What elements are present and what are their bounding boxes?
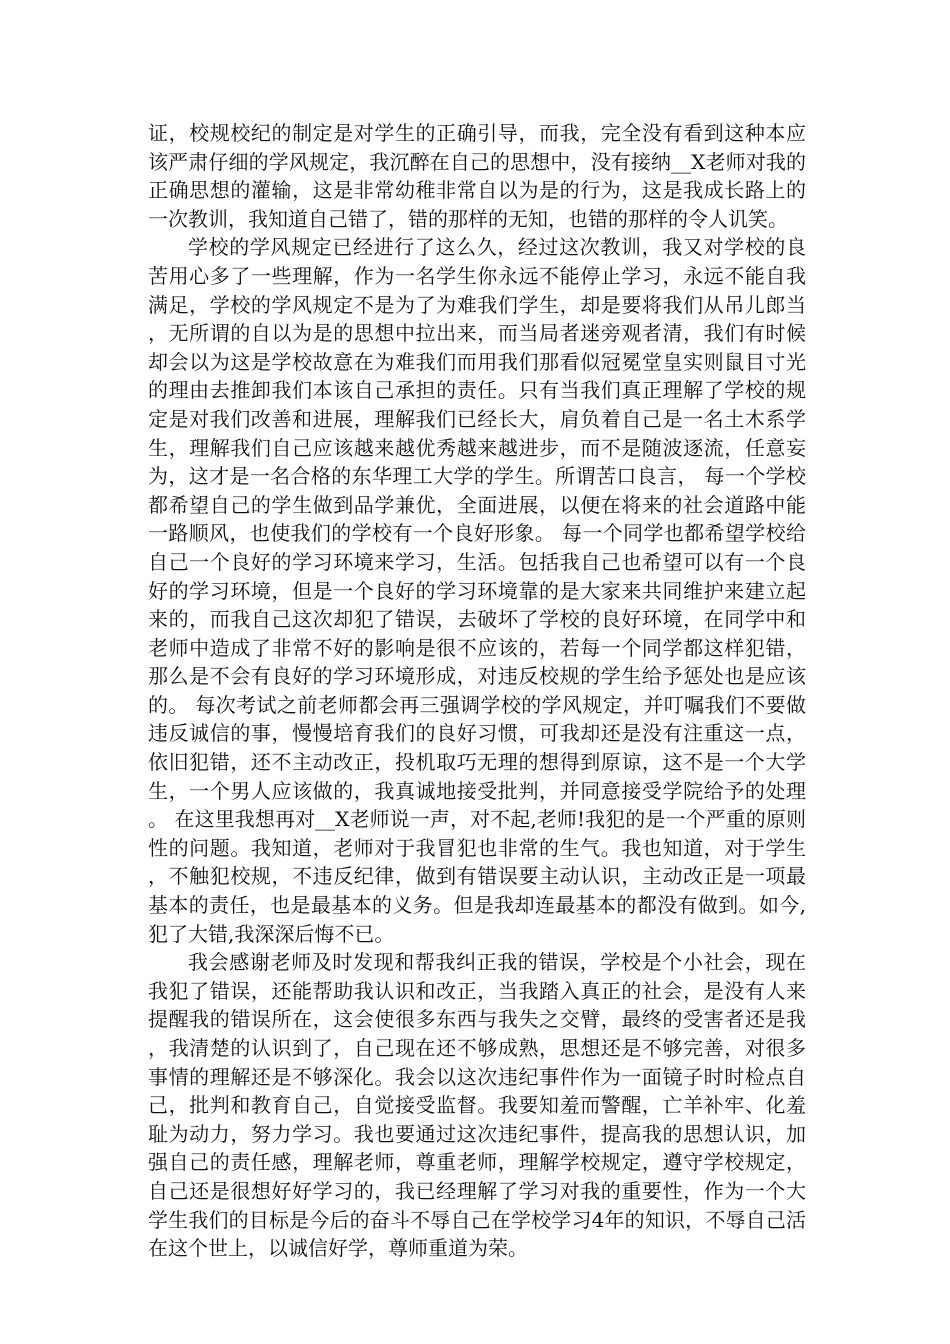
paragraph-school-rules: 学校的学风规定已经进行了这么久，经过这次教训，我又对学校的良苦用心多了一些理解，作为一名学生你永远不能停止学习，永远不能自我满足，学校的学风规定不是为了为难我们学生，却是要将我们从吊儿郎当，无所谓的自以为是的思想中拉出来，而当局者迷旁观者清，我们有时候却会以为这是学校故意在为难我们而用我们那看似冠冕堂皇实则鼠目寸光的理由去推卸我们本该自己承担的责任。只有当我们真正理解了学校的规定是对我们改善和进展，理解我们已经长大，肩负着自己是一名土木系学生，理解我们自己应该越来越优秀越来越进步，而不是随波逐流，任意妄为，这才是一名合格的东华理工大学的学生。所谓苦口良言， 每一个学校都希望自己的学生做到品学兼优，全面进展，以便在将来的社会道路中能一路顺风，也使我们的学校有一个良好形象。 每一个同学也都希望学校给自己一个良好的学习环境来学习，生活。包括我自己也希望可以有一个良好的学习环境，但是一个良好的学习环境靠的是大家来共同维护来建立起来的，而我自己这次却犯了错误，去破坏了学校的良好环境，在同学中和老师中造成了非常不好的影响是很不应该的，若每一个同学都这样犯错，那么是不会有良好的学习环境形成，对违反校规的学生给予惩处也是应该的。 每次考试之前老师都会再三强调学校的学风规定，并叮嘱我们不要做违反诚信的事，慢慢培育我们的良好习惯，可我却还是没有注重这一点，依旧犯错，还不主动改正，投机取巧无理的想得到原谅，这不是一个大学生，一个男人应该做的，我真诚地接受批判，并同意接受学院给予的处理。 在这里我想再对__X老师说一声，对不起,老师!我犯的是一个严重的原则性的问题。我知道，老师对于我冒犯也非常的生气。我也知道，对于学生，不触犯校规，不违反纪律，做到有错误要主动认识，主动改正是一项最基本的责任，也是最基本的义务。但是我却连最基本的都没有做到。如今,犯了大错,我深深后悔不已。 [148, 235, 806, 946]
paragraph-continuation: 证，校规校纪的制定是对学生的正确引导，而我，完全没有看到这种本应该严肃仔细的学风规定，我沉醉在自己的思想中，没有接纳__X老师对我的正确思想的灌输，这是非常幼稚非常自以为是的行为，这是我成长路上的一次教训，我知道自己错了，错的那样的无知，也错的那样的令人讥笑。 [148, 121, 806, 231]
document-body [148, 119, 806, 1263]
paragraph-gratitude: 我会感谢老师及时发现和帮我纠正我的错误，学校是个小社会，现在我犯了错误，还能帮助我认识和改正，当我踏入真正的社会，是没有人来提醒我的错误所在，这会使很多东西与我失之交臂，最终的受害者还是我，我清楚的认识到了，自己现在还不够成熟，思想还是不够完善，对很多事情的理解还是不够深化。我会以这次违纪事件作为一面镜子时时检点自己，批判和教育自己，自觉接受监督。我要知羞而警醒，亡羊补牢、化羞耻为动力，努力学习。我也要通过这次违纪事件，提高我的思想认识，加强自己的责任感，理解老师，尊重老师，理解学校规定，遵守学校规定，自己还是很想好好学习的，我已经理解了学习对我的重要性，作为一个大学生我们的目标是今后的奋斗不辱自己在学校学习4年的知识，不辱自己活在这个世上，以诚信好学，尊师重道为荣。 [148, 950, 806, 1261]
